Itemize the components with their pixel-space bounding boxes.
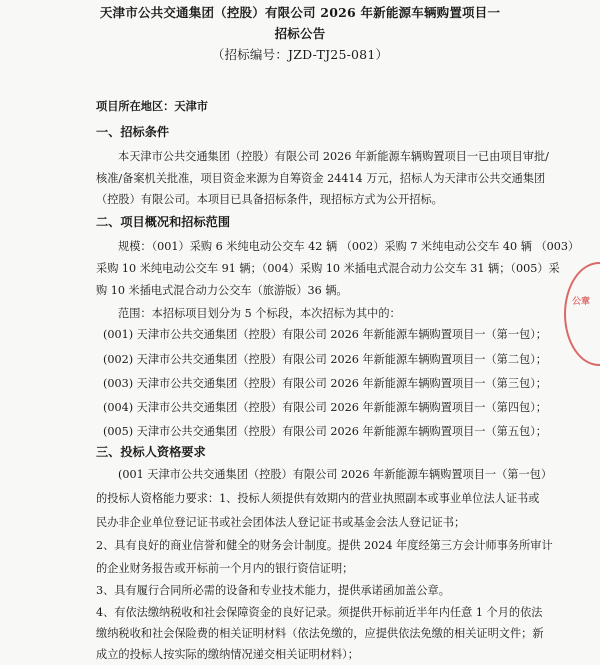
paragraph-line: 的企业财务报告或开标前一个月内的银行资信证明； <box>96 562 354 575</box>
stamp-text: 公章 <box>572 297 591 307</box>
paragraph-line: 购 10 米插电式混合动力公交车（旅游版）36 辆。 <box>96 284 348 297</box>
paragraph-line: 民办非企业单位登记证书或社会团体法人登记证书或基金会法人登记证书； <box>96 516 466 529</box>
project-location: 项目所在地区：天津市 <box>96 99 208 113</box>
lot-item: (002) 天津市公共交通集团（控股）有限公司 2026 年新能源车辆购置项目一（第二包）； <box>103 353 547 366</box>
lot-item: (004) 天津市公共交通集团（控股）有限公司 2026 年新能源车辆购置项目一（第四包）； <box>103 401 547 414</box>
section-heading-2: 二、项目概况和招标范围 <box>96 215 231 229</box>
paragraph-line: 本天津市公共交通集团（控股）有限公司 2026 年新能源车辆购置项目一已由项目审批/ <box>118 150 549 163</box>
paragraph-line: （控股）有限公司。本项目已具备招标条件，现招标方式为公开招标。 <box>96 193 443 206</box>
tender-number: （招标编号：JZD-TJ25-081） <box>211 47 389 62</box>
paragraph-line: 的投标人资格能力要求：1、投标人须提供有效期内的营业执照副本或事业单位法人证书或 <box>96 492 540 505</box>
paragraph-line: 核准/备案机关批准，项目资金来源为自筹资金 24414 万元，招标人为天津市公共交通集团 <box>96 172 546 185</box>
paragraph-line: 采购 10 米纯电动公交车 91 辆；（004）采购 10 米插电式混合动力公交车 31 辆；（005）采 <box>96 262 560 275</box>
title-line-1: 天津市公共交通集团（控股）有限公司 2026 年新能源车辆购置项目一 <box>99 5 501 20</box>
title-line-2: 招标公告 <box>274 26 326 41</box>
paragraph-line: 规模：（001）采购 6 米纯电动公交车 42 辆 （002）采购 7 米纯电动公交车 40 辆 （003） <box>118 240 580 253</box>
lot-item: (005) 天津市公共交通集团（控股）有限公司 2026 年新能源车辆购置项目一（第五包）； <box>103 425 547 438</box>
paragraph-line: 范围：本招标项目划分为 5 个标段，本次招标为其中的： <box>118 307 401 320</box>
paragraph-line: (001 天津市公共交通集团（控股）有限公司 2026 年新能源车辆购置项目一（第一包） <box>118 468 553 481</box>
paragraph-line: 4、有依法缴纳税收和社会保障资金的良好记录。须提供开标前近半年内任意 1 个月的依法 <box>96 606 543 619</box>
paragraph-line: 2、具有良好的商业信誉和健全的财务会计制度。提供 2024 年度经第三方会计师事务所审计 <box>96 539 553 552</box>
paragraph-line: 3、具有履行合同所必需的设备和专业技术能力，提供承诺函加盖公章。 <box>96 584 450 597</box>
section-heading-1: 一、招标条件 <box>96 125 170 139</box>
red-seal-stamp <box>564 262 600 366</box>
paragraph-line: 成立的投标人按实际的缴纳情况递交相关证明材料）； <box>96 648 359 661</box>
lot-item: (003) 天津市公共交通集团（控股）有限公司 2026 年新能源车辆购置项目一（第三包）； <box>103 377 547 390</box>
section-heading-3: 三、投标人资格要求 <box>96 445 206 459</box>
lot-item: (001) 天津市公共交通集团（控股）有限公司 2026 年新能源车辆购置项目一（第一包）； <box>103 328 547 341</box>
paragraph-line: 缴纳税收和社会保险费的相关证明材料（依法免缴的，应提供依法免缴的相关证明文件；新 <box>96 627 544 640</box>
